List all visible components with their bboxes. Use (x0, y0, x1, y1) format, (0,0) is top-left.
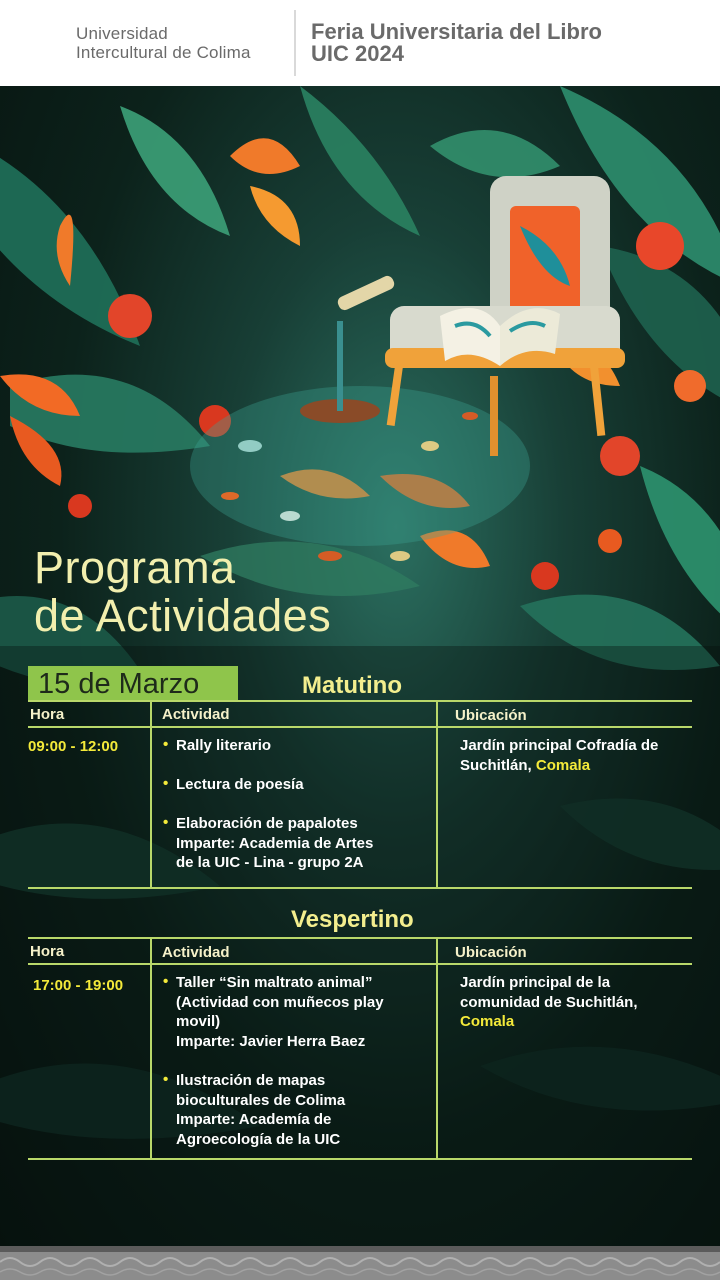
footer-pattern-svg (0, 1246, 720, 1280)
header-divider (294, 10, 296, 76)
morning-activity-2-line: Lectura de poesía (176, 776, 304, 793)
morning-table-top-rule (28, 700, 692, 702)
morning-col-divider-1 (150, 702, 152, 888)
morning-activity-3 (176, 814, 373, 873)
morning-location-line-2: Suchitlán, (460, 756, 532, 774)
morning-location (460, 736, 658, 775)
fair-title-line2: UIC 2024 (311, 41, 404, 66)
evening-col-divider-1 (150, 939, 152, 1159)
morning-bullet-3: • (163, 814, 169, 831)
evening-location-line-2: comunidad de Suchitlán, (460, 993, 638, 1011)
morning-col-actividad: Actividad (162, 706, 230, 723)
evening-activity-1-line-4: Imparte: Javier Herra Baez (176, 1032, 366, 1050)
evening-col-hora: Hora (30, 943, 65, 960)
morning-col-divider-2 (436, 702, 438, 888)
evening-location-highlight: Comala (460, 1013, 515, 1030)
evening-col-actividad: Actividad (162, 944, 230, 961)
evening-location-line-1: Jardín principal de la (460, 974, 611, 991)
morning-activity-3-line-2: Imparte: Academia de Artes (176, 834, 374, 852)
evening-bullet-1: • (163, 973, 169, 990)
morning-label: Matutino (302, 672, 402, 699)
evening-header-rule (28, 963, 692, 965)
morning-activity-2 (176, 775, 304, 795)
morning-location-line-1: Jardín principal Cofradía de (460, 737, 659, 754)
morning-header-rule (28, 726, 692, 728)
morning-activity-1 (176, 736, 271, 756)
evening-activity-1-line-2: (Actividad con muñecos play (176, 993, 384, 1011)
date-badge: 15 de Marzo (28, 666, 238, 702)
evening-activity-2 (176, 1071, 345, 1149)
evening-activity-1-line-3: movil) (176, 1013, 221, 1030)
evening-activity-1 (176, 973, 384, 1051)
program-title-line1: Programa (34, 542, 236, 593)
footer-pattern-band (0, 1246, 720, 1280)
header-bar (0, 0, 720, 86)
fair-title (311, 21, 602, 65)
morning-time: 09:00 - 12:00 (28, 738, 119, 755)
program-title (34, 544, 331, 640)
evening-activity-2-line-3: Imparte: Academía de (176, 1111, 332, 1128)
morning-table-bottom-rule (28, 887, 692, 889)
university-name (76, 24, 251, 62)
evening-activity-2-line-4: Agroecología de la UIC (176, 1130, 341, 1148)
evening-time: 17:00 - 19:00 (33, 977, 124, 994)
evening-table-bottom-rule (28, 1158, 692, 1160)
evening-activity-2-line-2: bioculturales de Colima (176, 1091, 346, 1109)
evening-label: Vespertino (291, 906, 414, 933)
fair-title-line1: Feria Universitaria del Libro (311, 19, 602, 44)
evening-col-divider-2 (436, 939, 438, 1159)
morning-col-hora: Hora (30, 706, 65, 723)
morning-activity-1-line: Rally literario (176, 737, 272, 754)
evening-activity-1-line-1: Taller “Sin maltrato animal” (176, 974, 373, 991)
university-name-line2: Intercultural de Colima (76, 43, 251, 62)
evening-table-top-rule (28, 937, 692, 939)
morning-bullet-2: • (163, 775, 169, 792)
evening-activity-2-line-1: Ilustración de mapas (176, 1072, 326, 1089)
morning-col-ubicacion: Ubicación (455, 707, 527, 724)
morning-bullet-1: • (163, 736, 169, 753)
morning-activity-3-line-3: de la UIC - Lina - grupo 2A (176, 854, 364, 871)
evening-bullet-2: • (163, 1071, 169, 1088)
morning-activity-3-line-1: Elaboración de papalotes (176, 815, 358, 832)
evening-col-ubicacion: Ubicación (455, 944, 527, 961)
university-name-line1: Universidad (76, 24, 168, 43)
program-title-line2: de Actividades (34, 590, 332, 641)
morning-location-highlight: Comala (535, 756, 591, 774)
evening-location (460, 973, 638, 1032)
